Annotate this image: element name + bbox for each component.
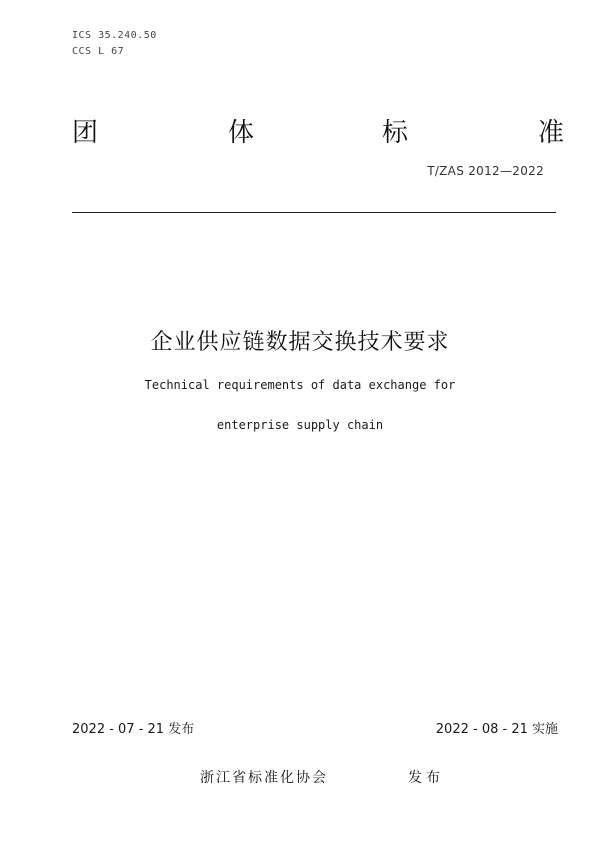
document-title-english-line2: enterprise supply chain	[216, 418, 384, 432]
document-title-chinese: 企业供应链数据交换技术要求	[150, 330, 450, 355]
standard-type-char: 准	[538, 118, 565, 148]
issue-date: 2022 - 07 - 21 发布	[72, 722, 195, 737]
standard-type-char: 标	[382, 118, 409, 148]
issuing-organization: 浙江省标准化协会	[200, 770, 328, 786]
standard-number: T/ZAS 2012—2022	[427, 164, 544, 178]
ccs-code: CCS L 67	[72, 46, 125, 57]
ics-code: ICS 35.240.50	[72, 30, 157, 41]
header-divider	[72, 212, 556, 213]
standard-type-char: 体	[228, 118, 255, 148]
issue-label: 发布	[408, 770, 444, 786]
implementation-date: 2022 - 08 - 21 实施	[435, 722, 558, 737]
document-title-english-line1: Technical requirements of data exchange for	[144, 378, 456, 392]
standard-type-char: 团	[72, 118, 99, 148]
